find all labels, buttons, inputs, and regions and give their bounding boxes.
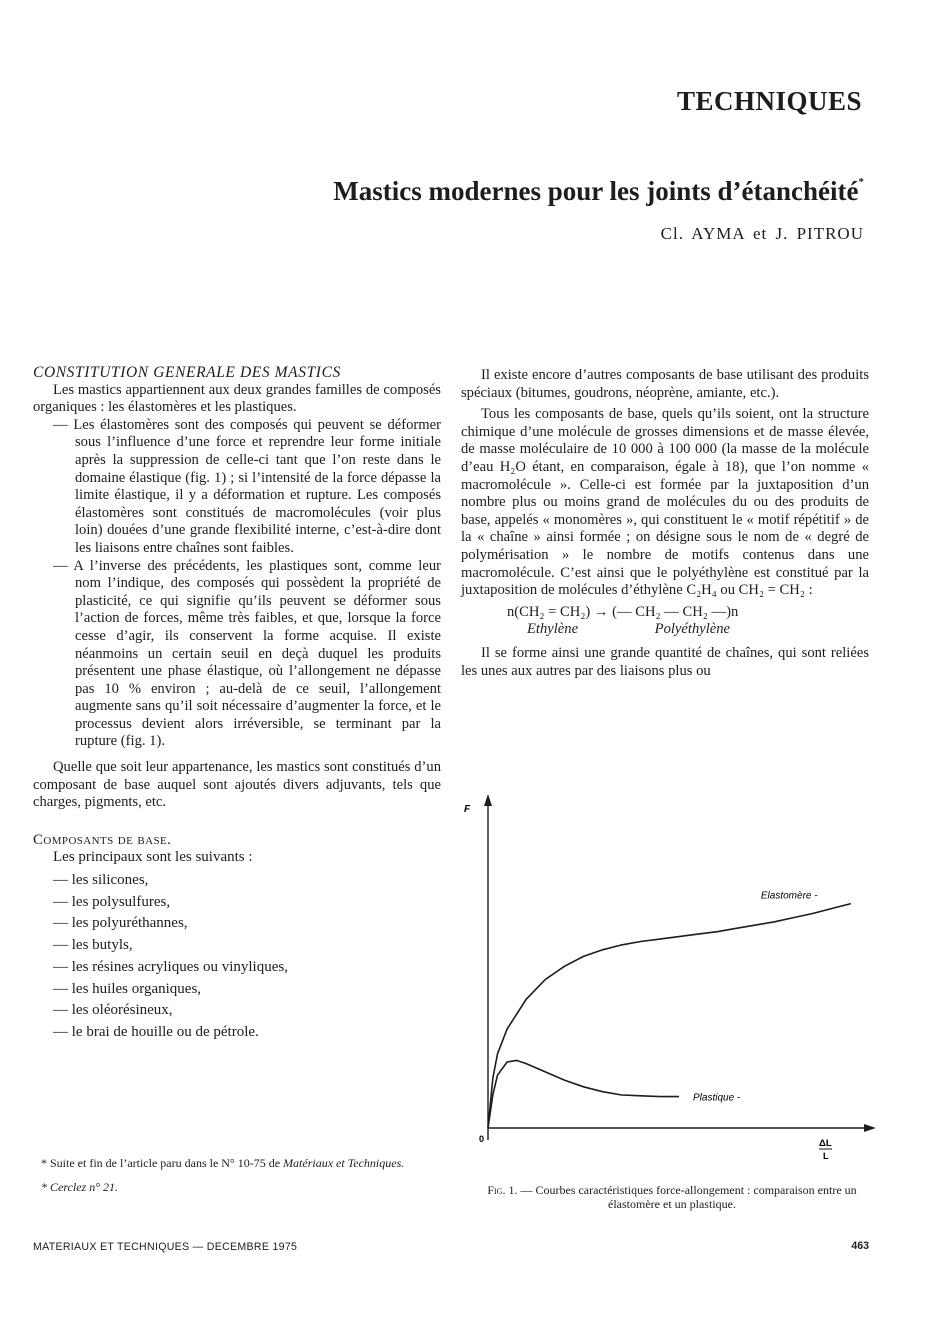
right-column: [461, 367, 869, 680]
polymerization-formula: n(CH₂ = CH₂) → (— CH₂ — CH₂ —)n: [507, 603, 739, 620]
authors: Cl. AYMA et J. PITROU: [660, 224, 864, 243]
list-item: — les huiles organiques,: [53, 980, 202, 997]
figure-caption: [470, 1183, 874, 1211]
article-title-text: Mastics modernes pour les joints d’étanchéité: [333, 176, 859, 206]
page-number: 463: [851, 1240, 869, 1252]
left-column: [33, 364, 441, 1044]
list-item: — les oléorésineux,: [53, 1002, 173, 1019]
section-heading: CONSTITUTION GENERALE DES MASTICS: [33, 364, 341, 381]
list-intro: Les principaux sont les suivants :: [53, 849, 253, 866]
list-item: — les butyls,: [53, 937, 133, 954]
mastic-paragraph: Quelle que soit leur appartenance, les mastics sont constitués d’un composant de base auquel sont ajoutés divers adjuvants, tels que charges, pigments, etc.: [33, 759, 441, 811]
list-item: — le brai de houille ou de pétrole.: [53, 1023, 259, 1040]
series-label-plastique: Plastique -: [693, 1092, 741, 1104]
footnote-1-text: * Suite et fin de l’article paru dans le N° 10-75 de: [41, 1156, 284, 1170]
elastomer-paragraph: — Les élastomères sont des composés qui peuvent se déformer sous l’influence d’une force et reprendre leur forme initiale après la suppression de celle-ci tant que l’on reste dans le domaine élastique (fig. 1) ; si l’intensité de la force dépasse la limite élastique, il y a déformation et rupture. Les composés élastomères sont constitués de macromolécules (voir plus loin) douées d’une grande flexibilité interne, c’est-à-dire dont les liaisons entre chaînes sont faibles.: [53, 416, 441, 556]
plastic-paragraph: — A l’inverse des précédents, les plastiques sont, comme leur nom l’indique, des composés qui possèdent la propriété de plasticité, ce qui signifie qu’ils peuvent se déformer sous l’action de forces, même très faibles, et que, lorsque la force cesse d’agir, ils conservent la forme acquise. Il existe néanmoins un certain seuil en deçà duquel les produits présentent une phase élastique, où l’allongement ne dépasse pas 10 % environ ; au-delà de ce seuil, l’allongement augmente sans qu’il soit nécessaire d’augmenter la force, et le processus devient alors irréversible, se terminant par la rupture (fig. 1).: [53, 557, 441, 750]
list-item: — les résines acryliques ou vinyliques,: [53, 958, 288, 975]
y-axis-arrow: [484, 794, 492, 806]
origin-label: 0: [479, 1134, 485, 1144]
macromolecule-paragraph: Tous les composants de base, quels qu’ils soient, ont la structure chimique d’une molécule de grosses dimensions et de masse élevée, de masse moléculaire de 10 000 à 100 000 (la masse de la molécule d’eau H₂O étant, en comparaison, égale à 18), que l’on nomme « macromolécule ». Celle-ci est formée par la juxtaposition d’un nombre plus ou moins grand de molécules du ou des produits de base, appelés « monomères », qui constituent le « motif répétitif » de la « chaîne » ainsi formée ; on désigne sous le nom de « degré de polymérisation » le nombre de motifs contenus dans une macromolécule. C’est ainsi que le polyéthylène est constitué par la juxtaposition de molécules d’éthylène C₂H₄ ou CH₂ = CH₂ :: [461, 406, 869, 599]
series-line-elastomere: [488, 904, 851, 1128]
chains-paragraph: Il se forme ainsi une grande quantité de chaînes, qui sont reliées les unes aux autres par des liaisons plus ou: [461, 644, 869, 679]
series-label-elastomere: Elastomère -: [760, 890, 818, 902]
y-axis-label: F: [464, 804, 471, 815]
x-axis-arrow: [864, 1124, 876, 1132]
subsection-heading: Composants de base.: [33, 831, 172, 848]
footnote-2: * Cerclez n° 21.: [41, 1180, 119, 1194]
footnotes: [33, 1156, 443, 1204]
footnote-1-journal: Matériaux et Techniques.: [283, 1156, 405, 1170]
figure-caption-label: Fig. 1.: [487, 1183, 518, 1197]
article-title: [333, 176, 864, 207]
list-item: — les polysulfures,: [53, 893, 171, 910]
list-item: — les silicones,: [53, 872, 149, 889]
formula-labels: Ethylène Polyéthylène: [527, 621, 731, 638]
x-axis-label-denominator: L: [823, 1151, 829, 1161]
base-components-list: [33, 870, 441, 1044]
special-products-paragraph: Il existe encore d’autres composants de base utilisant des produits spéciaux (bitumes, goudrons, néoprène, amiante, etc.).: [461, 367, 869, 401]
footer-journal: MATERIAUX ET TECHNIQUES — DECEMBRE 1975: [33, 1241, 298, 1253]
force-elongation-chart: [462, 788, 882, 1168]
section-tag: TECHNIQUES: [676, 86, 862, 116]
series-layer: [488, 891, 851, 1128]
intro-paragraph: Les mastics appartiennent aux deux grandes familles de composés organiques : les élastomères et les plastiques.: [33, 381, 441, 416]
list-item: — les polyuréthannes,: [53, 915, 188, 932]
figure-caption-text: — Courbes caractéristiques force-allongement : comparaison entre un élastomère et un plastique.: [517, 1183, 857, 1211]
title-footnote-mark: *: [858, 176, 864, 188]
x-axis-label-numerator: ΔL: [819, 1138, 832, 1149]
footnote-1: [33, 1156, 443, 1171]
series-line-plastique: [488, 1060, 679, 1128]
